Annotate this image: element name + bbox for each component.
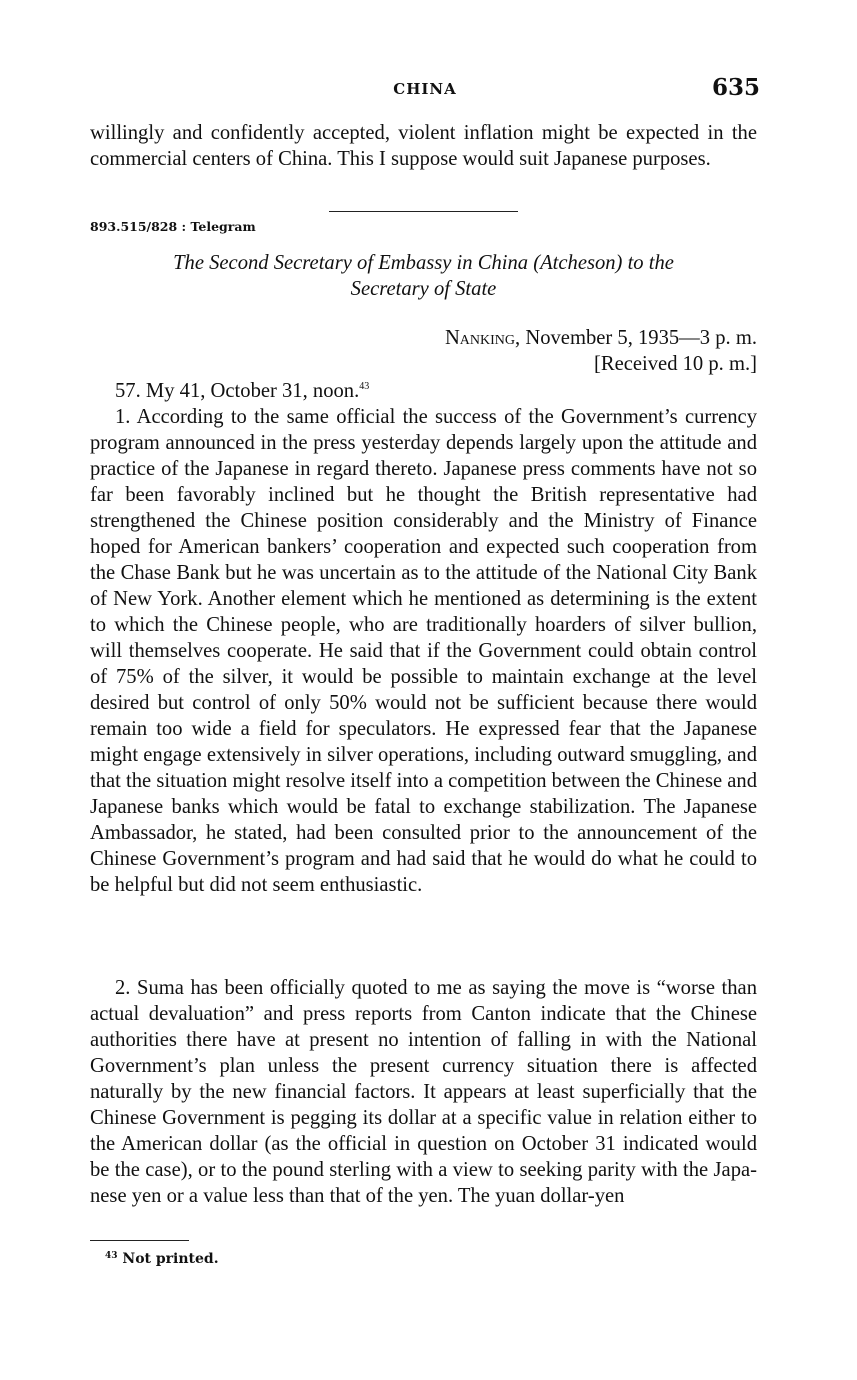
dateline — [445, 325, 757, 377]
footnote-number: 43 — [105, 1251, 118, 1261]
heading-line-1: The Second Secretary of Embassy in China (Atcheson) to the — [173, 252, 674, 274]
document-reference: 893.515/828 : Telegram — [90, 219, 256, 234]
footnote-marker: 43 — [359, 381, 370, 392]
received-line: [Received 10 p. m.] — [594, 353, 757, 375]
page-number: 635 — [711, 74, 760, 101]
reference-line: 57. My 41, October 31, noon. — [115, 380, 360, 402]
place-name: Nanking, — [444, 327, 521, 349]
paragraph-1: 1. According to the same official the success of the Government’s currency program announced in the press yesterday depends largely upon the attitude and practice of the Japanese in regard thereto. Japanese press comments have not so far been favorably inclined but he thought the British representative had strengthened the Chinese position considerably and the Ministry of Finance hoped for American bankers’ cooperation and expected such cooperation from the Chase Bank but he was uncertain as to the attitude of the National City Bank of New York. Another element which he mentioned as determining is the extent to which the Chinese people, who are traditionally hoarders of silver bullion, will themselves cooperate. He said that if the Government could obtain control of 75% of the silver, it would be possible to maintain exchange at the level desired but control of only 50% would not be sufficient because there would remain too wide a field for speculators. He expressed fear that the Japanese might engage extensively in silver operations, including outward smuggling, and that the situation might resolve itself into a competition between the Chinese and Japanese banks which would be fatal to exchange stabilization. The Japanese Ambassador, he stated, had been consulted prior to the announcement of the Chinese Government’s program and had said that he would do what he could to be helpful but did not seem enthusiastic. — [90, 406, 757, 896]
document-heading — [90, 250, 757, 302]
continuation-paragraph: willingly and confidently accepted, violent inflation might be expected in the commercial centers of China. This I suppose would suit Japanese purposes. — [90, 122, 757, 170]
footnote — [105, 1251, 219, 1267]
footnote-text: Not printed. — [117, 1251, 219, 1267]
reference-paragraph — [90, 378, 757, 404]
section-divider — [329, 211, 518, 212]
footnote-divider — [90, 1240, 189, 1241]
running-header — [90, 74, 760, 106]
heading-line-2: Secretary of State — [350, 278, 497, 300]
sent-line — [445, 325, 757, 351]
sent-date: November 5, 1935—3 p. m. — [520, 327, 757, 349]
running-title: CHINA — [393, 80, 457, 98]
paragraph-2: 2. Suma has been officially quoted to me as saying the move is “worse than actual devaluation” and press reports from Canton indicate that the Chinese authorities there have at present no intention of falling in with the National Government’s plan unless the present currency situation there is affected naturally by the new financial factors. It appears at least superficially that the Chinese Government is pegging its dollar at a specific value in relation either to the American dollar (as the official in question on October 31 indicated would be the case), or to the pound sterling with a view to seeking parity with the Japanese yen or a value less than that of the yen. The yuan dollar-yen — [90, 977, 757, 1207]
